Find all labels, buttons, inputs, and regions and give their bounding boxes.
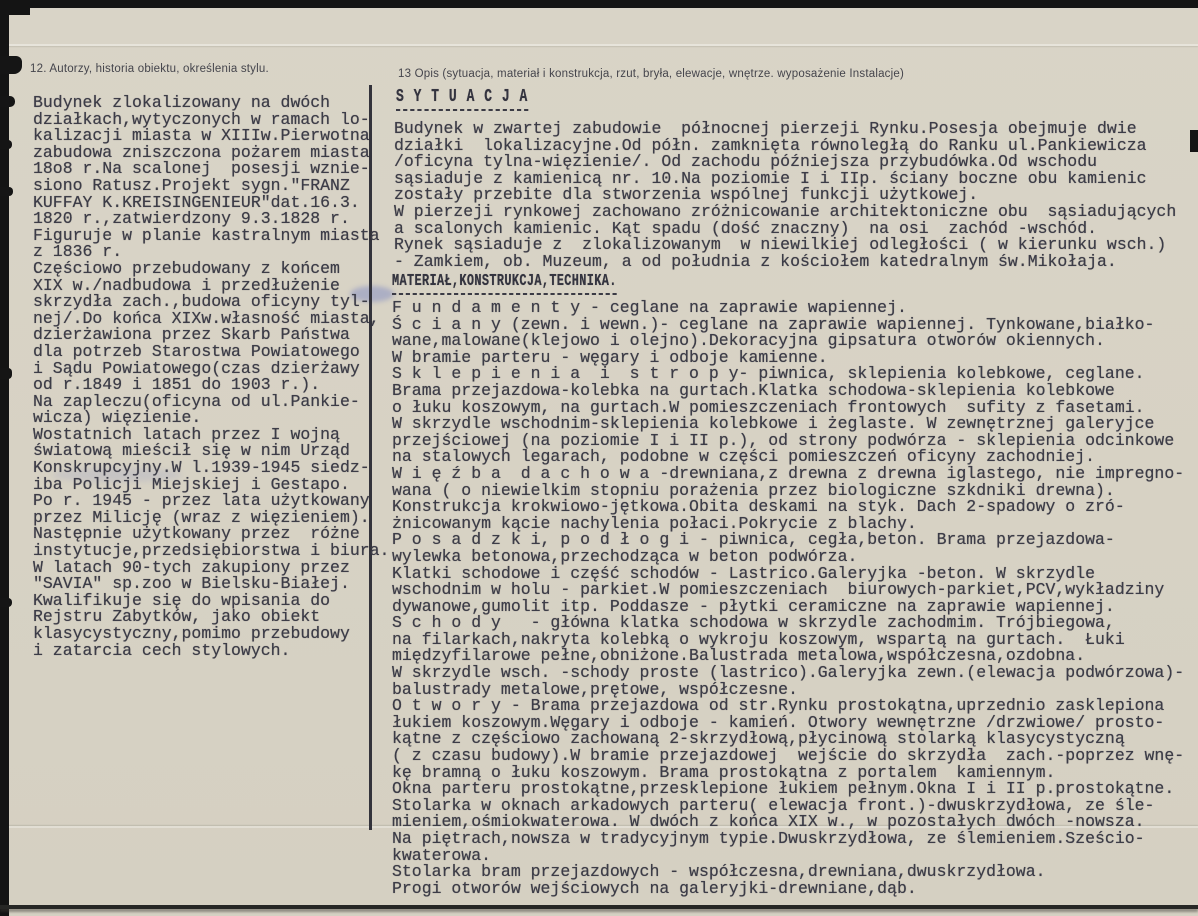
text-line: Wostatnich latach przez I wojną <box>33 424 340 444</box>
scan-edge-mark-right <box>1190 130 1198 152</box>
text-line: Rejstru Zabytków, jako obiekt <box>33 607 321 627</box>
text-line: W i ę ź b a d a c h o w a -drewniana,z drewna z drewna iglastego, nie impregno- <box>392 463 1185 483</box>
text-line: Stolarka bram przejazdowych - współczesna,drewniana,dwuskrzydłowa. <box>392 862 1046 882</box>
text-line: nej/.Do końca XIXw.własność miasta, <box>33 308 380 328</box>
form-field-label-section-13: 13 Opis (sytuacja, materiał i konstrukcja, rzut, bryła, elewacje, wnętrze. wyposażenie Instalacje) <box>398 68 904 80</box>
text-line: W bramie parteru - węgary i odboje kamienne. <box>392 347 828 367</box>
text-line: kątne z częściowo zachowaną 2-skrzydłową,płycinową stolarką klasycystyczną <box>392 729 1125 749</box>
text-line: a scalonych kamienic. Kąt spadu (dość znaczny) na osi zachód -wschód. <box>394 218 1098 238</box>
scan-edge-blemish <box>0 140 12 149</box>
text-line: Figuruje w planie kastralnym miasta <box>33 225 380 245</box>
text-line: S k l e p i e n i a i s t r o p y- piwnica, sklepienia kolebkowe, ceglane. <box>392 364 1145 384</box>
text-line: 1820 r.,zatwierdzony 9.3.1828 r. <box>33 209 350 229</box>
text-line: przez Milicję (wraz z więzieniem). <box>33 507 370 527</box>
form-field-label-section-12: 12. Autorzy, historia obiektu, określenia stylu. <box>30 63 269 75</box>
text-line: P o s a d z k i, p o d ł o g i - piwnica, cegła,beton. Brama przejazdowa- <box>392 530 1115 550</box>
text-line: Ś c i a n y (zewn. i wewn.)- ceglane na zaprawie wapiennej. Tynkowane,białko- <box>392 314 1155 334</box>
text-line: dla potrzeb Starostwa Powiatowego <box>33 341 360 361</box>
text-line: Stolarka w oknach arkadowych parteru( elewacja front.)-dwuskrzydłowa, ze śle- <box>392 795 1155 815</box>
scan-bottom-rule <box>0 905 1198 909</box>
text-line: klasycystyczny,pomimo przebudowy <box>33 624 350 643</box>
text-line: międzyfilarowe pełne,obniżone.Balustrada metalowa,współczesna,ozdobna. <box>392 646 1086 666</box>
text-line: "SAVIA" sp.zoo w Bielsku-Białej. <box>33 574 350 594</box>
text-line: łukiem koszowym.Węgary i odboje - kamień. Otwory wewnętrzne /drzwiowe/ prosto- <box>392 712 1165 732</box>
text-line: i Sądu Powiatowego(czas dzierżawy <box>33 358 360 378</box>
text-line: światową mieścił się w nim Urząd <box>33 441 350 461</box>
text-line: KUFFAY K.KREISINGENIEUR"dat.16.3. <box>33 192 360 212</box>
text-line: Na piętrach,nowsza w tradycyjnym typie.Dwuskrzydłowa, ze ślemieniem.Sześcio- <box>392 829 1145 848</box>
text-line: Kwalifikuje się do wpisania do <box>33 590 331 610</box>
text-line: zostały przebite dla stworzenia wspólnej funkcji użytkowej. <box>394 185 979 205</box>
text-line: na stalowych legarach, podobne w części pomieszczeń oficyny zachodniej. <box>392 447 1096 467</box>
scan-edge-blemish <box>0 368 12 379</box>
paper-crease-top <box>0 44 1198 46</box>
text-line: W pierzeji rynkowej zachowano zróżnicowanie architektoniczne obu sąsiadujących <box>394 201 1177 221</box>
text-line: dzierżawiona przez Skarb Państwa <box>33 325 350 345</box>
text-line: przejściowej (na poziomie I i II p.), od strony podwórza - sklepienia odcinkowe <box>392 430 1175 450</box>
text-line: i zatarcia cech stylowych. <box>33 640 291 660</box>
text-line: kwaterowa. <box>392 845 492 865</box>
scan-edge-corner <box>0 0 30 15</box>
situation-text-block <box>394 121 1194 270</box>
text-line: z 1836 r. <box>33 242 123 262</box>
text-line: siono Ratusz.Projekt sygn."FRANZ <box>33 175 350 195</box>
text-line: na filarkach,nakryta kolebką o wykroju koszowym, wspartą na gurtach. Łuki <box>392 629 1125 649</box>
text-line: Budynek w zwartej zabudowie północnej pierzeji Rynku.Posesja obejmuje dwie <box>394 119 1137 138</box>
text-line: wylewka betonowa,przechodząca w beton podwórza. <box>392 546 858 566</box>
history-text-block <box>33 93 390 660</box>
text-line: Okna parteru prostokątne,przesklepione łukiem pełnym.Okna I i II p.prostokątne. <box>392 779 1175 799</box>
text-line: W latach 90-tych zakupiony przez <box>33 557 350 577</box>
scan-edge-blemish <box>0 96 15 107</box>
text-line: Konstrukcja krokwiowo-jętkowa.Obita deskami na styk. Dach 2-spadowy o zró- <box>392 497 1125 517</box>
text-line: - Zamkiem, ob. Muzeum, a od południa z kościołem katedralnym św.Mikołaja. <box>394 251 1117 271</box>
text-line: Konskrupcyjny.W l.1939-1945 siedz- <box>33 458 370 478</box>
scan-edge-left <box>0 0 9 916</box>
text-line: 18o8 r.Na scalonej posesji wznie- <box>33 159 370 179</box>
text-line: Częściowo przebudowany z końcem <box>33 258 340 278</box>
text-line: instytucje,przedsiębiorstwa i biura. <box>33 541 390 561</box>
text-line: wschodnim w holu - parkiet.W pomieszczeniach biurowych-parkiet,PCV,wykładziny <box>392 580 1165 600</box>
text-line: S c h o d y - główna klatka schodowa w skrzydle zachodmim. Trójbiegowa, <box>392 613 1115 633</box>
text-line: W skrzydle wsch. -schody proste (lastrico).Galeryjka zewn.(elewacja podwórzowa)- <box>392 663 1185 683</box>
text-line: działki lokalizacyjne.Od półn. zamknięta równoległą do Ranku ul.Pankiewicza <box>394 135 1147 155</box>
text-line: zabudowa zniszczona pożarem miasta <box>33 142 370 162</box>
text-line: Na zapleczu(oficyna od ul.Pankie- <box>33 391 360 411</box>
text-line: o łuku koszowym, na gurtach.W pomieszczeniach frontowych sufity z fasetami. <box>392 397 1145 417</box>
text-line: O t w o r y - Brama przejazdowa od str.Rynku prostokątna,uprzednio zasklepiona <box>392 696 1165 716</box>
text-line: mieniem,ośmiokwaterowa. W dwóch z końca XIX w., w pozostałych dwóch -nowsza. <box>392 812 1145 832</box>
text-line: Następnie użytkowany przez różne <box>33 524 360 544</box>
text-line: F u n d a m e n t y - ceglane na zaprawie wapiennej. <box>392 298 907 317</box>
text-line: Budynek zlokalizowany na dwóch <box>33 93 331 112</box>
text-line: skrzydła zach.,budowa oficyny tyl- <box>33 292 370 312</box>
text-line: wana ( o niewielkim stopniu porażenia przez biologiczne szkdniki drewna). <box>392 480 1115 500</box>
scan-edge-top <box>0 0 1198 8</box>
text-line: sąsiaduje z kamienicą nr. 10.Na poziomie I i IIp. ściany boczne obu kamienic <box>394 168 1147 188</box>
text-line: od r.1849 i 1851 do 1903 r.). <box>33 375 321 395</box>
text-line: iba Policji Miejskiej i Gestapo. <box>33 474 350 494</box>
scan-edge-blemish <box>0 56 22 74</box>
text-line: Brama przejazdowa-kolebka na gurtach.Klatka schodowa-sklepienia kolebkowe <box>392 380 1115 400</box>
text-line: XIX w./nadbudowa i przedłużenie <box>33 275 340 295</box>
material-section-heading: MATERIAŁ,KONSTRUKCJA,TECHNIKA. <box>392 272 617 295</box>
text-line: kalizacji miasta w XIIIw.Pierwotna <box>33 126 370 146</box>
text-line: Klatki schodowe i część schodów - Lastrico.Galeryjka -beton. W skrzydle <box>392 563 1096 583</box>
text-line: /oficyna tylna-więzienie/. Od zachodu późniejsza przybudówka.Od wschodu <box>394 152 1098 172</box>
scan-edge-blemish <box>0 598 12 607</box>
text-line: Po r. 1945 - przez lata użytkowany <box>33 491 370 511</box>
text-line: kę bramną o łuku koszowym. Brama prostokątna z portalem kamiennym. <box>392 762 1056 782</box>
text-line: wane,malowane(klejowo i olejno).Dekoracyjna gipsatura otworów okiennych. <box>392 331 1105 351</box>
text-line: Progi otworów wejściowych na galeryjki-drewniane,dąb. <box>392 878 917 898</box>
text-line: żnicowanym kącie nachylenia połaci.Pokrycie z blachy. <box>392 513 917 533</box>
text-line: W skrzydle wschodnim-sklepienia kolebkowe i żeglaste. W zewnętrznej galeryjce <box>392 414 1155 434</box>
text-line: działkach,wytyczonych w ramach lo- <box>33 109 370 129</box>
text-line: wicza) więzienie. <box>33 408 202 428</box>
text-line: dywanowe,gumolit itp. Poddasze - płytki ceramiczne na zaprawie wapiennej. <box>392 596 1115 616</box>
scan-edge-blemish <box>0 187 13 196</box>
text-line: balustrady metalowe,prętowe, współczesne. <box>392 679 798 699</box>
material-text-block <box>392 300 1198 897</box>
text-line: Rynek sąsiaduje z zlokalizowanym w niewilkiej odległości ( w kierunku wsch.) <box>394 235 1167 255</box>
situation-section-heading: S Y T U A C J A <box>396 86 528 111</box>
text-line: ( z czasu budowy).W bramie przejazdowej wejście do skrzydła zach.-poprzez wnę- <box>392 746 1185 766</box>
